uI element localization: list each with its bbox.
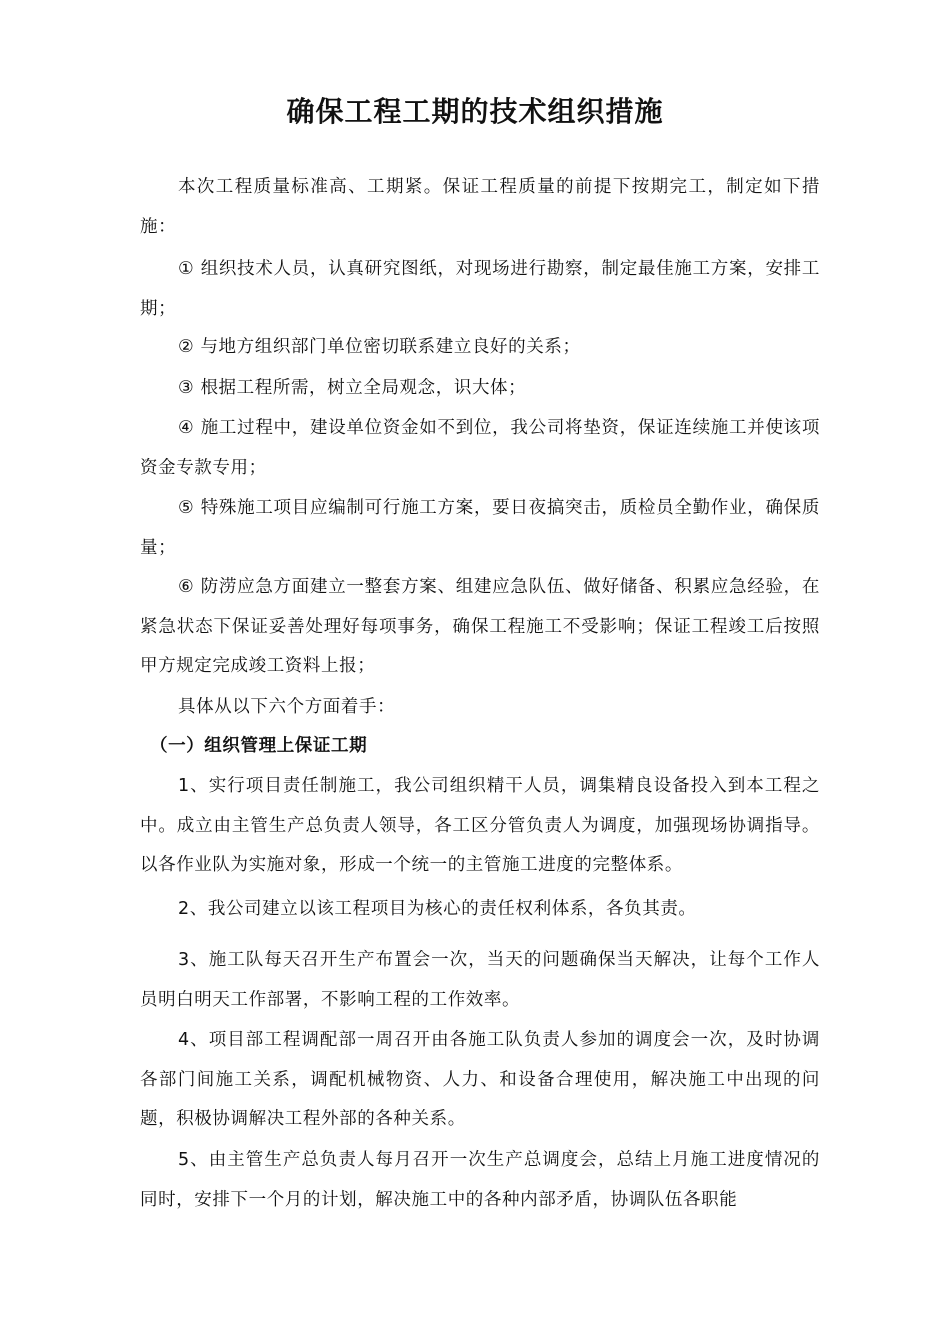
section-item-4: 4、项目部工程调配部一周召开由各施工队负责人参加的调度会一次，及时协调各部门间施工关系，调配机械物资、人力、和设备合理使用，解决施工中出现的问题，积极协调解决工程外部的各种关系。 — [140, 1030, 820, 1129]
document-title: 确保工程工期的技术组织措施 — [286, 95, 664, 128]
measure-item-4: ④ 施工过程中，建设单位资金如不到位，我公司将垫资，保证连续施工并使该项资金专款专用； — [140, 418, 820, 478]
section-item-3: 3、施工队每天召开生产布置会一次，当天的问题确保当天解决，让每个工作人员明白明天工作部署，不影响工程的工作效率。 — [140, 950, 820, 1010]
lead-in-paragraph: 具体从以下六个方面着手： — [178, 697, 396, 717]
section-item-1: 1、实行项目责任制施工，我公司组织精干人员，调集精良设备投入到本工程之中。成立由主管生产总负责人领导，各工区分管负责人为调度，加强现场协调指导。以各作业队为实施对象，形成一个统一的主管施工进度的完整体系。 — [140, 776, 820, 875]
section-item-2: 2、我公司建立以该工程项目为核心的责任权利体系，各负其责。 — [178, 899, 697, 919]
measure-item-6: ⑥ 防涝应急方面建立一整套方案、组建应急队伍、做好储备、积累应急经验，在紧急状态下保证妥善处理好每项事务，确保工程施工不受影响；保证工程竣工后按照甲方规定完成竣工资料上报； — [140, 577, 820, 676]
section-item-5: 5、由主管生产总负责人每月召开一次生产总调度会，总结上月施工进度情况的同时，安排下一个月的计划，解决施工中的各种内部矛盾，协调队伍各职能 — [140, 1150, 820, 1210]
measure-item-1: ① 组织技术人员，认真研究图纸，对现场进行勘察，制定最佳施工方案，安排工期； — [140, 259, 820, 319]
measure-item-2: ② 与地方组织部门单位密切联系建立良好的关系； — [178, 337, 581, 357]
intro-paragraph: 本次工程质量标准高、工期紧。保证工程质量的前提下按期完工，制定如下措施： — [140, 177, 820, 237]
measure-item-5: ⑤ 特殊施工项目应编制可行施工方案，要日夜搞突击，质检员全勤作业，确保质量； — [140, 498, 820, 558]
section-heading: （一）组织管理上保证工期 — [150, 736, 368, 756]
measure-item-3: ③ 根据工程所需，树立全局观念，识大体； — [178, 378, 527, 398]
